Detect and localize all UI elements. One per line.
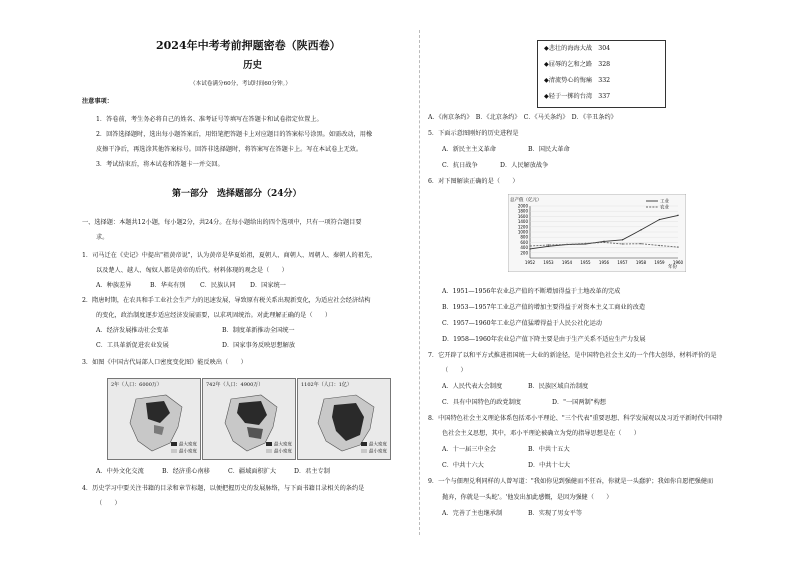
- chart-ytick-400: 400: [520, 245, 528, 251]
- chart-ytick-800: 800: [520, 234, 528, 240]
- toc-item-2-label: ◆屈辱的乞和之路: [544, 61, 593, 68]
- q7-stem-cont: （ ）: [442, 367, 467, 374]
- chart-ytick-600: 600: [520, 239, 528, 245]
- note-item-3: 3．考试结束后，将本试卷和答题卡一并交回。: [96, 161, 224, 168]
- chart-xtick-1954: 1954: [561, 260, 573, 265]
- chart-xtick-1955: 1955: [580, 260, 591, 265]
- q1-stem: 1．司马迁在《史记》中提出"祖黄帝说"，认为黄帝是华夏始祖，夏朝人、商朝人、周朝人、秦朝人的祖先，: [82, 252, 377, 259]
- toc-item-4-page: 337: [598, 93, 611, 100]
- population-map-1102: [297, 378, 391, 460]
- toc-item-1-page: 304: [598, 45, 611, 52]
- chart-xtick-1960: 1960: [672, 260, 684, 265]
- legend-low-742: 最小密度: [274, 449, 292, 454]
- chart-xlabel: 年份: [668, 265, 677, 270]
- toc-item-4-label: ◆轻于一掷的台湾: [544, 93, 593, 100]
- chart-point-agriculture-1960: [677, 246, 678, 247]
- map-legend-2ad: [171, 442, 197, 455]
- q8-option-c[interactable]: C．中共十六大: [442, 462, 484, 469]
- chart-xtick-1953: 1953: [543, 260, 554, 265]
- chart-point-agriculture-1955: [585, 243, 586, 244]
- q8-option-b[interactable]: B．中共十五大: [528, 446, 570, 453]
- q4-stem: 4．历史学习中要关注书籍的目录和章节标题，以便把握历史的发展脉络，与下面书籍目录相关的条约是: [82, 485, 365, 492]
- q7-option-b[interactable]: B．民族区域自治制度: [528, 383, 589, 390]
- chart-point-industry-1958: [640, 229, 641, 230]
- chart-point-agriculture-1957: [622, 243, 623, 244]
- q9-stem-cont: 抛弃，你就是一头蛇'。'他发出加此感慨，是因为强健（ ）: [442, 494, 613, 501]
- map-legend-1102: [361, 442, 387, 455]
- q1-stem-cont: 以及楚人、越人、匈奴人都是黄帝的后代。材料体现的观念是（ ）: [96, 267, 288, 274]
- q2-option-a[interactable]: A．经济发展推动社会变革: [96, 327, 169, 334]
- q1-option-a[interactable]: A．种族差异: [96, 282, 132, 289]
- notes-heading: 注意事项：: [82, 98, 113, 105]
- q2-option-d[interactable]: D．国家事务反映思想解放: [222, 342, 296, 349]
- q5-option-a[interactable]: A．新民主主义革命: [442, 146, 496, 153]
- q6-option-c[interactable]: C．1957—1960年工业总产值猛增得益于人民公社化运动: [442, 320, 602, 327]
- q2-option-b[interactable]: B．制度革新推动全国统一: [222, 327, 295, 334]
- population-map-742: [202, 378, 296, 460]
- legend-high-2ad: 最大密度: [179, 442, 197, 448]
- chart-ytick-1800: 1800: [517, 208, 528, 214]
- note-item-1: 1．答卷前，考生务必将自己的姓名、准考证号等填写在答题卡和试卷指定位置上。: [96, 116, 323, 123]
- toc-item-1-label: ◆悲壮的海海大战: [544, 45, 593, 52]
- q1-option-b[interactable]: B．华夷有别: [150, 282, 186, 289]
- q2-option-c[interactable]: C．工具革新促进农业发展: [96, 342, 169, 349]
- q8-option-a[interactable]: A．十一届三中全会: [442, 446, 496, 453]
- chart-ytick-1600: 1600: [517, 213, 528, 219]
- q3-option-d[interactable]: D．君主专制: [294, 468, 330, 475]
- q3-option-c[interactable]: C．疆域面积扩大: [228, 468, 277, 475]
- score-info: （本试卷满分60分，考试时间60分钟。）: [190, 81, 291, 87]
- map-legend-742: [266, 442, 292, 455]
- q1-option-c[interactable]: C．民族认同: [200, 282, 236, 289]
- chart-ylabel: 总产值（亿元）: [510, 198, 542, 203]
- q6-option-d[interactable]: D．1958—1960年农业总产值下降主要是由于生产关系不适应生产力发展: [442, 336, 646, 343]
- chart-point-industry-1959: [659, 219, 660, 220]
- q7-option-a[interactable]: A．人民代表大会制度: [442, 383, 503, 390]
- q8-stem: 8．中国特色社会主义理论体系包括邓小平理论、"三个代表"重要思想、科学发展观以及习近平新时代中国特: [428, 415, 723, 422]
- map-label-742: 742年（人口：4900万）: [206, 382, 264, 388]
- exam-title: 2024年中考考前押题密卷（陕西卷）: [156, 39, 341, 52]
- legend-high-742: 最大密度: [274, 442, 292, 448]
- q9-stem: 9．一个与佃理兑利同样的人曾写道："我如你见到强健而不狂吞，你就是一头蠢驴；我如你自愿把强健而: [428, 478, 714, 485]
- chart-point-industry-1953: [548, 246, 549, 247]
- output-value-chart: [508, 194, 686, 272]
- toc-item-2: [544, 61, 610, 69]
- legend-high-1102: 最大密度: [369, 442, 387, 448]
- legend-low-1102: 最小密度: [369, 449, 387, 454]
- toc-item-3-label: ◆清流势心的悔痛: [544, 77, 593, 84]
- chart-point-agriculture-1959: [659, 245, 660, 246]
- section-title: 第一部分 选择题部分（24分）: [172, 189, 302, 199]
- q1-option-d[interactable]: D．国家统一: [250, 282, 286, 289]
- section-intro-cont: 求。: [96, 234, 109, 241]
- q5-option-c[interactable]: C．抗日战争: [442, 162, 478, 169]
- q9-option-b[interactable]: B．实现了男女平等: [528, 510, 583, 517]
- book-toc-box: [537, 40, 666, 108]
- chart-ytick-1000: 1000: [517, 229, 528, 235]
- q3-option-b[interactable]: B．经济重心南移: [162, 468, 210, 475]
- chart-ytick-200: 200: [520, 250, 528, 256]
- q6-stem: 6．对下图解读正确的是（ ）: [428, 178, 519, 185]
- chart-point-agriculture-1953: [548, 244, 549, 245]
- subject-title: 历史: [243, 60, 263, 71]
- q6-option-b[interactable]: B．1953—1957年工业总产值的增加主要得益于对资本主义工商业的改造: [442, 304, 646, 311]
- q4-options[interactable]: A．《南京条约》 B．《北京条约》 C．《马关条约》 D．《辛丑条约》: [428, 114, 617, 121]
- q5-stem: 5．下面示意图刚好的历史进程是: [428, 130, 519, 137]
- q8-stem-cont: 色社会主义思想，其中，邓小平理论被确立为党的指导思想是在（ ）: [442, 430, 640, 437]
- chart-point-industry-1960: [677, 215, 678, 216]
- chart-xtick-1959: 1959: [654, 260, 665, 265]
- q7-option-c[interactable]: C．具有中国特色的政党制度: [442, 399, 521, 406]
- note-item-2: 2．回答选择题时，选出每小题答案后，用铅笔把答题卡上对应题目的答案标号涂黑。如需改动，用橡: [96, 131, 373, 138]
- toc-item-3: [544, 77, 610, 85]
- chart-xtick-1958: 1958: [635, 260, 647, 265]
- chart-ytick-1400: 1400: [517, 219, 528, 225]
- toc-item-3-page: 332: [598, 77, 611, 84]
- column-divider: [419, 30, 421, 535]
- chart-point-agriculture-1958: [640, 243, 641, 244]
- q2-stem-cont: 的变化，政治制度逐步适应经济发展需要，以求巩固统治。对此理解正确的是（ ）: [96, 312, 332, 319]
- map-label-2ad: 2年（人口：6000万）: [111, 382, 162, 388]
- chart-ytick-1200: 1200: [517, 224, 528, 230]
- map-label-1102: 1102年（人口：1亿）: [301, 382, 352, 388]
- chart-point-agriculture-1954: [566, 244, 567, 245]
- toc-item-4: [544, 93, 610, 101]
- q8-option-d[interactable]: D．中共十七大: [528, 462, 571, 469]
- chart-point-agriculture-1956: [603, 242, 604, 243]
- legend-low-2ad: 最小密度: [179, 449, 197, 454]
- chart-point-industry-1957: [622, 239, 623, 240]
- toc-item-2-page: 328: [598, 61, 611, 68]
- q9-option-a[interactable]: A．完善了主也继承制: [442, 510, 503, 517]
- note-item-2-cont: 皮擦干净后，再选涂其他答案标号。回答非选择题时，将答案写在答题卡上。写在本试卷上无效。: [96, 146, 363, 153]
- q5-option-d[interactable]: D．人民解放战争: [500, 162, 549, 169]
- q2-stem: 2．隋唐时期，在农具和手工业社会生产力的迅速发展，导致原有税关系出现新变化，为适应社会经济结构: [82, 297, 371, 304]
- q7-option-d[interactable]: D．"一国两制"构想: [552, 399, 606, 406]
- chart-ytick-2000: 2000: [517, 203, 528, 209]
- chart-xtick-1952: 1952: [524, 260, 536, 265]
- population-map-2ad: [107, 378, 201, 460]
- q5-option-b[interactable]: B．国民大革命: [528, 146, 570, 153]
- chart-point-agriculture-1952: [529, 245, 530, 246]
- chart-xtick-1956: 1956: [598, 260, 610, 265]
- section-intro: 一、选择题：本题共12小题，每小题2分，共24分。在每小题给出的四个选项中，只有一项符合题目要: [82, 219, 362, 226]
- chart-point-industry-1952: [529, 248, 530, 249]
- q4-stem-cont: （ ）: [96, 500, 121, 507]
- q3-option-a[interactable]: A．中外文化交流: [96, 468, 144, 475]
- q7-stem: 7．它开辟了以和平方式推进祖国统一大业的新途径，是中国特色社会主义的一个伟大创举，材料评价的是: [428, 352, 717, 359]
- chart-xtick-1957: 1957: [617, 260, 628, 265]
- chart-legend-label-agriculture: 农业: [660, 205, 669, 211]
- chart-legend-label-industry: 工业: [660, 199, 669, 205]
- q3-stem: 3．如图《中国古代局部人口密度变化图》能反映出（ ）: [82, 359, 247, 366]
- q6-option-a[interactable]: A．1951—1956年农业总产值的不断增加得益于土地改革的完成: [442, 288, 621, 295]
- toc-item-1: [544, 45, 610, 53]
